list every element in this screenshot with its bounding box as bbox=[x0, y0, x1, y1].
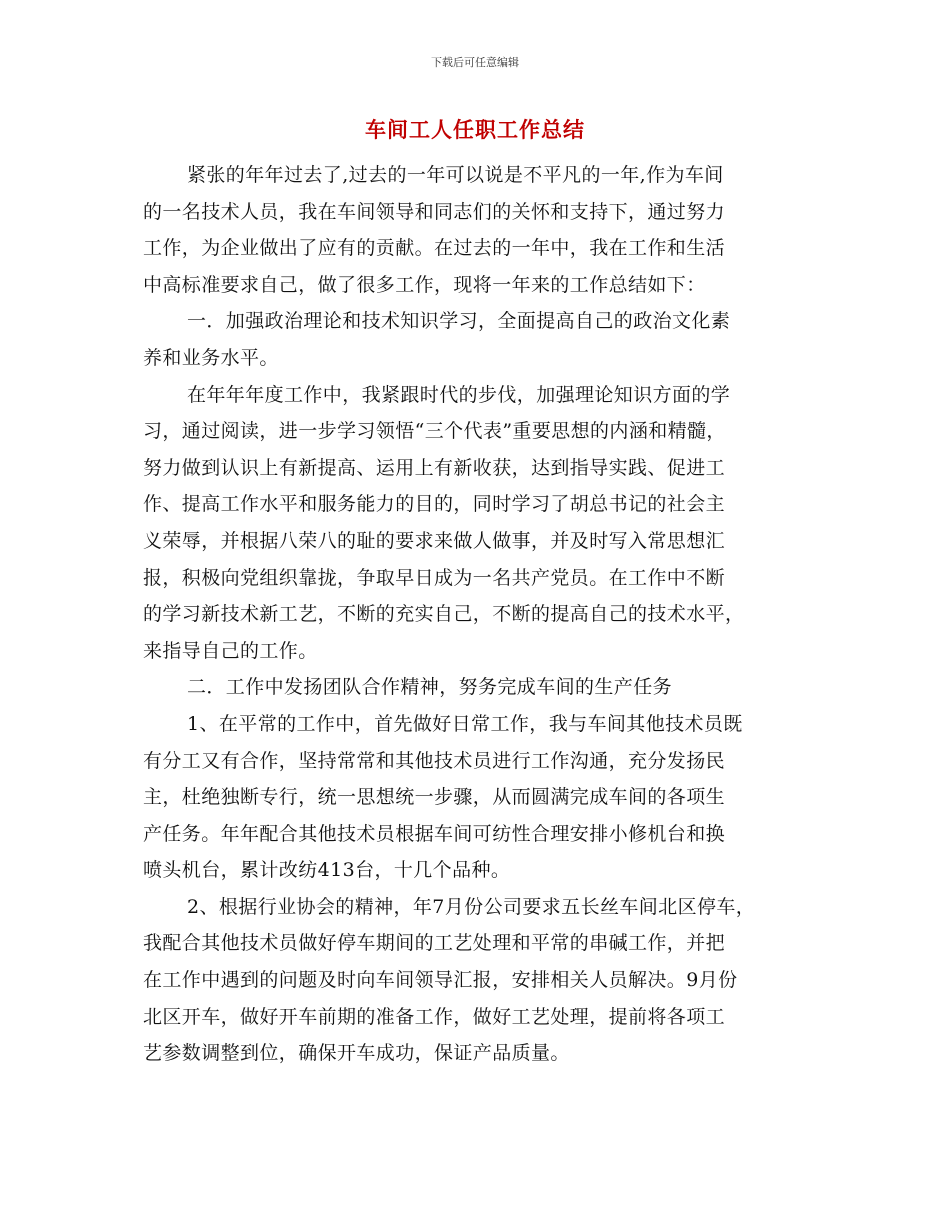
text-line: 工作，为企业做出了应有的贡献。在过去的一年中，我在工作和生活 bbox=[143, 237, 726, 260]
text-line: 的学习新技术新工艺，不断的充实自己，不断的提高自己的技术水平， bbox=[143, 603, 745, 626]
paragraph bbox=[143, 706, 815, 889]
text-line: 我配合其他技术员做好停车期间的工艺处理和平常的串碱工作，并把 bbox=[143, 932, 726, 955]
paragraph bbox=[143, 303, 815, 376]
page-header-note: 下载后可任意编辑 bbox=[431, 56, 519, 69]
text-line: 2、根据行业协会的精神，年7月份公司要求五长丝车间北区停车， bbox=[187, 895, 756, 918]
text-line: 在工作中遇到的问题及时向车间领导汇报，安排相关人员解决。9月份 bbox=[143, 969, 738, 992]
text-line: 主，杜绝独断专行，统一思想统一步骤，从而圆满完成车间的各项生 bbox=[143, 786, 726, 809]
text-line: 义荣辱，并根据八荣八的耻的要求来做人做事，并及时写入常思想汇 bbox=[143, 529, 726, 552]
document-body bbox=[143, 157, 815, 1072]
text-line: 来指导自己的工作。 bbox=[143, 639, 318, 662]
text-line: 产任务。年年配合其他技术员根据车间可纺性合理安排小修机台和换 bbox=[143, 822, 726, 845]
text-line: 一．加强政治理论和技术知识学习，全面提高自己的政治文化素 bbox=[187, 310, 731, 333]
document-title: 车间工人任职工作总结 bbox=[365, 118, 585, 142]
text-line: 喷头机台，累计改纺413台，十几个品种。 bbox=[143, 859, 511, 882]
text-line: 有分工又有合作，坚持常常和其他技术员进行工作沟通，充分发扬民 bbox=[143, 749, 726, 772]
text-line: 报，积极向党组织靠拢，争取早日成为一名共产党员。在工作中不断 bbox=[143, 566, 726, 589]
text-line: 努力做到认识上有新提高、运用上有新收获，达到指导实践、促进工 bbox=[143, 456, 726, 479]
text-line: 的一名技术人员，我在车间领导和同志们的关怀和支持下，通过努力 bbox=[143, 200, 726, 223]
paragraph bbox=[143, 669, 815, 706]
text-line: 在年年年度工作中，我紧跟时代的步伐，加强理论知识方面的学 bbox=[187, 383, 731, 406]
paragraph bbox=[143, 377, 815, 670]
text-line: 紧张的年年过去了,过去的一年可以说是不平凡的一年,作为车间 bbox=[187, 164, 724, 186]
paragraph bbox=[143, 157, 815, 303]
paragraph bbox=[143, 889, 815, 1072]
text-line: 作、提高工作水平和服务能力的目的，同时学习了胡总书记的社会主 bbox=[143, 493, 726, 516]
text-line: 1、在平常的工作中，首先做好日常工作，我与车间其他技术员既 bbox=[187, 712, 743, 735]
text-line: 养和业务水平。 bbox=[143, 346, 279, 369]
text-line: 北区开车，做好开车前期的准备工作，做好工艺处理，提前将各项工 bbox=[143, 1005, 726, 1028]
text-line: 艺参数调整到位，确保开车成功，保证产品质量。 bbox=[143, 1042, 570, 1065]
text-line: 中高标准要求自己，做了很多工作，现将一年来的工作总结如下： bbox=[143, 273, 706, 296]
text-line: 二．工作中发扬团队合作精神，努务完成车间的生产任务 bbox=[187, 676, 673, 699]
text-line: 习，通过阅读，进一步学习领悟“三个代表”重要思想的内涵和精髓， bbox=[143, 420, 726, 443]
